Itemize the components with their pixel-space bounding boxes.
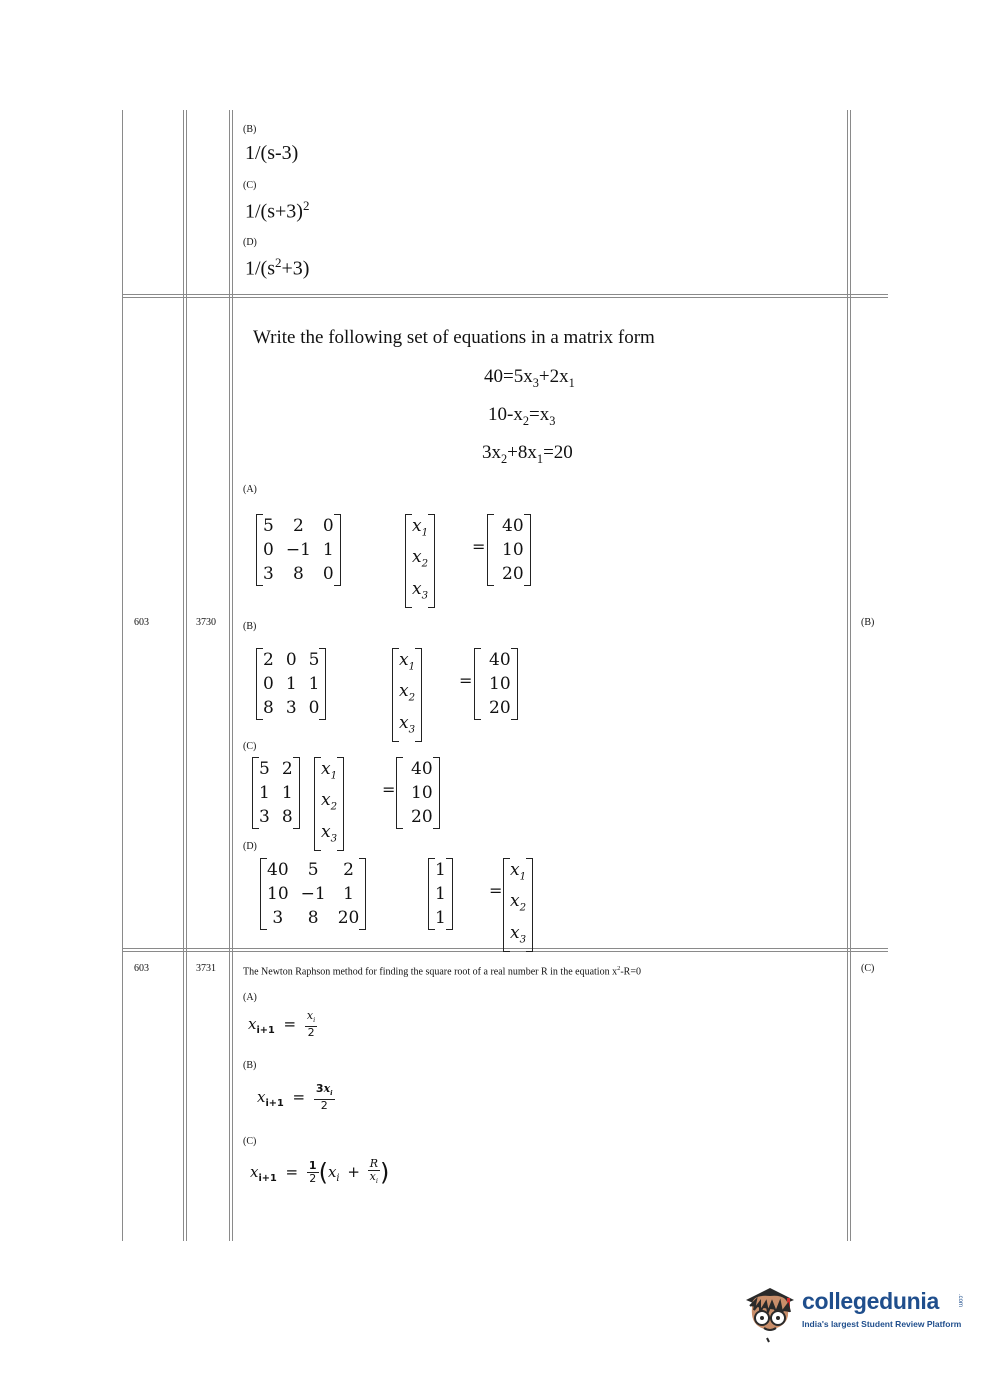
matrix-cell: 8	[292, 564, 304, 584]
brand-suffix: .com	[957, 1294, 963, 1308]
vector-cell: 10	[502, 540, 524, 560]
q3730-option-b-matrix	[256, 648, 326, 720]
matrix-cell: 40	[267, 860, 289, 880]
matrix-cell: 8	[263, 698, 274, 718]
q3731-option-a-formula: $x_{i+1}$ = $\frac{x_i}{2}$	[248, 1009, 316, 1040]
prev-option-d-label: (D)	[243, 237, 257, 248]
vector-cell: 20	[411, 807, 433, 827]
q3730-option-d-label: (D)	[243, 841, 257, 852]
matrix-cell: 5	[263, 516, 274, 536]
vector-cell: $x_3$	[321, 821, 338, 845]
matrix-cell: 2	[263, 650, 274, 670]
vector-cell: 20	[489, 698, 511, 718]
q3731-option-b-formula: $x_{i+1}$ = $\frac{3x_i}{2}$	[257, 1082, 333, 1113]
matrix-cell: 10	[267, 884, 289, 904]
matrix-cell: 3	[285, 698, 297, 718]
matrix-cell: 0	[285, 650, 297, 670]
matrix-cell: 1	[281, 783, 293, 803]
q3730-option-c-vector-x	[314, 757, 344, 851]
table-border-col2	[229, 110, 230, 1241]
matrix-cell: 5	[259, 759, 270, 779]
matrix-cell: 3	[259, 807, 270, 827]
vector-cell: $x_3$	[399, 712, 416, 736]
prev-option-d-expr: $1/(s^2+3)$	[245, 255, 310, 280]
table-border-col3	[847, 110, 848, 1241]
q3731-serial: 603	[134, 963, 149, 974]
matrix-cell: 8	[281, 807, 293, 827]
matrix-cell: 0	[322, 516, 334, 536]
prev-option-b-expr: 1/(s-3)	[245, 142, 299, 164]
q3730-option-c-label: (C)	[243, 741, 257, 752]
row-divider-1	[122, 294, 888, 295]
q3730-question: Write the following set of equations in a matrix form	[253, 327, 655, 348]
q3730-option-a-equals: =	[472, 537, 486, 556]
brand-tagline: India's largest Student Review Platform	[802, 1319, 962, 1329]
vector-cell: 10	[489, 674, 511, 694]
table-border-col3b	[850, 110, 851, 1241]
q3730-option-d-equals: =	[489, 881, 503, 900]
vector-cell: 20	[502, 564, 524, 584]
q3730-option-b-vector-rhs	[474, 648, 518, 720]
matrix-cell: 1	[308, 674, 320, 694]
vector-cell: $x_2$	[510, 891, 527, 914]
q3730-option-d-vector-ones	[428, 858, 453, 930]
vector-cell: $x_1$	[412, 516, 429, 539]
q3730-serial: 603	[134, 617, 149, 628]
vector-cell: 1	[435, 884, 446, 904]
matrix-cell: 20	[337, 908, 360, 928]
matrix-cell: 2	[343, 860, 354, 880]
matrix-cell: 1	[285, 674, 297, 694]
vector-cell: $x_2$	[321, 790, 338, 813]
vector-cell: 40	[411, 759, 433, 779]
row-divider-1b	[122, 297, 888, 298]
q3730-option-a-vector-rhs	[487, 514, 531, 586]
matrix-cell: 3	[263, 564, 274, 584]
matrix-cell: 1	[343, 884, 354, 904]
vector-cell: $x_2$	[412, 547, 429, 570]
q3730-option-a-vector-x	[405, 514, 435, 608]
q3731-option-b-label: (B)	[243, 1060, 257, 1071]
brand-name: collegedunia	[802, 1288, 939, 1314]
matrix-cell: 5	[308, 650, 320, 670]
vector-cell: $x_2$	[399, 681, 416, 704]
q3730-option-c-equals: =	[382, 780, 396, 799]
matrix-cell: 8	[307, 908, 319, 928]
vector-cell: 40	[489, 650, 511, 670]
q3730-option-c-matrix	[252, 757, 300, 829]
matrix-cell: 3	[272, 908, 284, 928]
vector-cell: $x_1$	[510, 860, 527, 883]
prev-option-c-label: (C)	[243, 180, 257, 191]
vector-cell: 1	[435, 860, 446, 880]
q3731-id: 3731	[196, 963, 216, 974]
q3730-equation-2: $10-x_2=x_3$	[488, 404, 556, 428]
q3730-option-b-label: (B)	[243, 621, 257, 632]
matrix-cell: 0	[263, 674, 274, 694]
q3730-answer: (B)	[861, 617, 875, 628]
vector-cell: $x_1$	[321, 759, 338, 782]
vector-cell: $x_3$	[412, 578, 429, 602]
mascot-icon	[740, 1282, 800, 1344]
matrix-cell: 0	[322, 564, 334, 584]
table-border-col1	[183, 110, 184, 1241]
table-border-left	[122, 110, 123, 1241]
q3730-option-b-equals: =	[459, 671, 473, 690]
matrix-cell: 0	[308, 698, 320, 718]
matrix-cell: 2	[281, 759, 293, 779]
q3730-id: 3730	[196, 617, 216, 628]
q3730-option-a-label: (A)	[243, 484, 257, 495]
matrix-cell: −1	[285, 540, 311, 560]
q3731-option-c-formula: $x_{i+1}$ = $\frac{1}{2}$ ($x_i$ + $\frac{R}{x_i}$ )	[250, 1157, 390, 1187]
matrix-cell: 2	[292, 516, 304, 536]
vector-cell: $x_3$	[510, 922, 527, 946]
q3730-equation-1: $40=5x_3+2x_1$	[484, 366, 575, 390]
matrix-cell: 1	[259, 783, 270, 803]
q3731-option-c-label: (C)	[243, 1136, 257, 1147]
table-border-col2b	[232, 110, 233, 1241]
table-border-col1b	[186, 110, 187, 1241]
collegedunia-logo[interactable]	[740, 1282, 970, 1352]
matrix-cell: −1	[300, 884, 326, 904]
q3730-option-d-matrix	[260, 858, 366, 930]
prev-option-c-expr: $1/(s+3)^2$	[245, 198, 310, 223]
q3730-option-c-vector-rhs	[396, 757, 440, 829]
vector-cell: 40	[502, 516, 524, 536]
q3730-option-a-matrix	[256, 514, 341, 586]
vector-cell: $x_1$	[399, 650, 416, 673]
q3730-option-d-vector-x	[503, 858, 533, 952]
vector-cell: 10	[411, 783, 433, 803]
q3730-equation-3: $3x_2+8x_1=20$	[482, 442, 573, 466]
q3730-option-b-vector-x	[392, 648, 422, 742]
q3731-answer: (C)	[861, 963, 875, 974]
matrix-cell: 0	[263, 540, 274, 560]
matrix-cell: 5	[307, 860, 319, 880]
vector-cell: 1	[435, 908, 446, 928]
prev-option-b-label: (B)	[243, 124, 257, 135]
q3731-option-a-label: (A)	[243, 992, 257, 1003]
matrix-cell: 1	[322, 540, 334, 560]
q3731-question: The Newton Raphson method for finding the square root of a real number R in the equation $x^2-R=0$	[243, 965, 641, 978]
